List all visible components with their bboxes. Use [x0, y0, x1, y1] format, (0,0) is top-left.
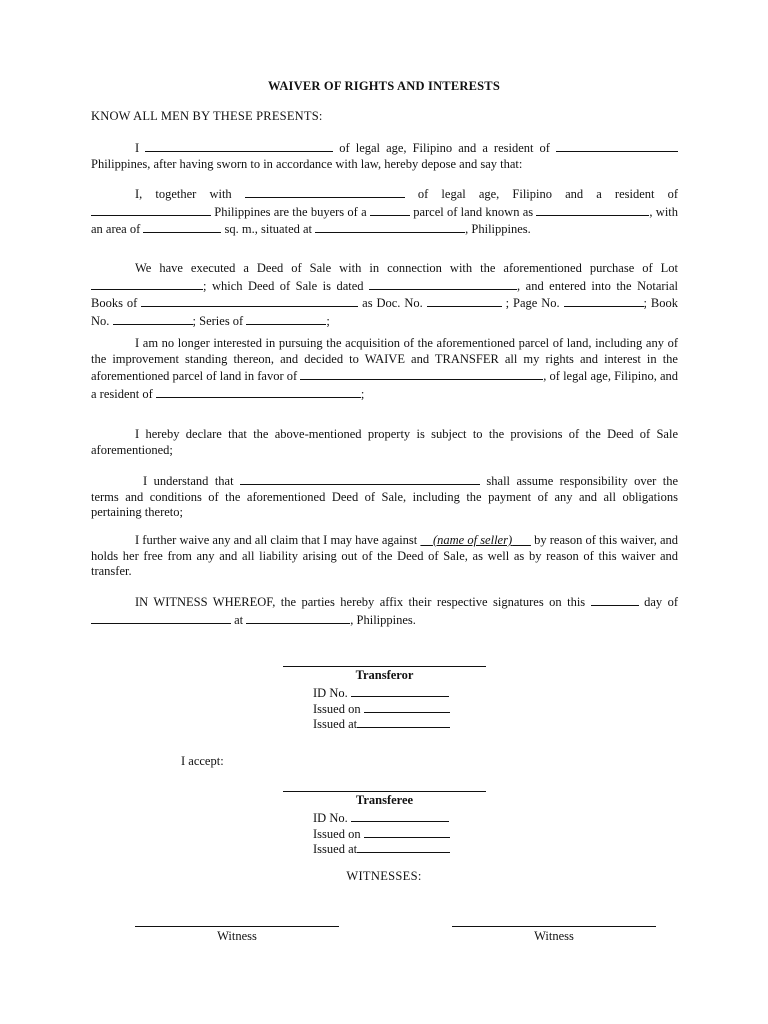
p8-text-d: , Philippines.	[350, 612, 416, 627]
witnesses-heading: WITNESSES:	[346, 869, 422, 883]
paragraph-waiver	[91, 336, 678, 402]
paragraph-buyers	[91, 185, 678, 238]
p3-text-a: We have executed a Deed of Sale with in connection with the aforementioned purchase of Lot	[135, 261, 678, 275]
paragraph-responsibility	[91, 472, 678, 521]
doc-no-blank[interactable]	[427, 294, 502, 307]
opening-line: KNOW ALL MEN BY THESE PRESENTS:	[91, 109, 323, 123]
transferor-id-blank[interactable]	[351, 684, 449, 697]
transferor-issued-on-label: Issued on	[313, 701, 361, 716]
transferee-issued-at-label: Issued at	[313, 842, 358, 856]
location-blank[interactable]	[315, 220, 465, 233]
transferor-id-label: ID No.	[313, 686, 348, 700]
p2-text-f: sq. m., situated at	[224, 222, 313, 236]
p3-text-c: , and entered into the Notarial Books of	[91, 278, 679, 310]
affiant-name-blank[interactable]	[145, 139, 333, 152]
transferee-id-blank[interactable]	[351, 809, 449, 822]
witness-left-signature-line[interactable]	[135, 926, 339, 927]
p3-text-f: ; Book No.	[91, 296, 679, 328]
transferee-name-blank[interactable]	[300, 367, 543, 380]
p3-text-e: ; Page No.	[505, 296, 560, 310]
p2-text-b: of legal age, Filipino and a resident of	[417, 187, 678, 201]
transferee-issued-at-blank[interactable]	[357, 840, 450, 853]
paragraph-affiant	[91, 139, 678, 172]
transferor-id-block	[313, 684, 450, 731]
transferee-residence-blank[interactable]	[156, 385, 361, 398]
p2-text-a: I, together with	[135, 187, 232, 201]
transferor-signature-line[interactable]	[283, 666, 486, 667]
transferor-label: Transferor	[355, 668, 414, 682]
p3-text-d: as Doc. No.	[362, 296, 423, 310]
p8-text-b: day of	[644, 595, 678, 609]
paragraph-deed-of-sale	[91, 261, 678, 329]
parcel-type-blank[interactable]	[370, 203, 410, 216]
day-blank[interactable]	[591, 593, 639, 606]
transferor-issued-on-blank[interactable]	[364, 700, 450, 713]
witness-left-label: Witness	[217, 929, 257, 943]
p4-text-b: , of legal age, Filipino, and a resident of	[91, 369, 678, 401]
parcel-name-blank[interactable]	[536, 203, 649, 216]
p4-text-c: ;	[360, 386, 365, 401]
co-buyer-residence-blank[interactable]	[91, 203, 211, 216]
transferee-id-block	[313, 809, 450, 856]
witness-right-signature-line[interactable]	[452, 926, 656, 927]
p6-text-a: I understand that	[143, 474, 234, 488]
accept-text: I accept:	[181, 754, 224, 768]
lot-number-blank[interactable]	[91, 277, 203, 290]
area-blank[interactable]	[143, 220, 221, 233]
p6-text-b: shall assume responsibility over the terms and conditions of the aforementioned Deed of Sale, including the payment of any and all obligations pertaining thereto;	[91, 474, 679, 519]
seller-name-blank[interactable]	[420, 533, 531, 547]
p8-text-a: IN WITNESS WHEREOF, the parties hereby affix their respective signatures on this	[135, 595, 586, 609]
p5-text: I hereby declare that the above-mentioned property is subject to the provisions of the Deed of Sale aforementioned;	[91, 427, 678, 457]
series-blank[interactable]	[246, 312, 326, 325]
p3-text-h: ;	[326, 313, 330, 328]
signing-place-blank[interactable]	[246, 611, 350, 624]
transferor-issued-at-blank[interactable]	[357, 715, 450, 728]
transferee-label: Transferee	[355, 793, 414, 807]
responsible-party-blank[interactable]	[240, 472, 480, 485]
p8-text-c: at	[234, 612, 244, 627]
month-year-blank[interactable]	[91, 611, 231, 624]
p2-text-c: Philippines are the buyers of a	[214, 204, 367, 219]
p7-text-b: by reason of this waiver, and holds her free from any and all liability arising out of the Deed of Sale, as well as by reason of this waiver and transfer.	[91, 533, 679, 578]
p7-text-a: I further waive any and all claim that I may have against	[135, 533, 418, 547]
transferee-issued-on-blank[interactable]	[364, 825, 450, 838]
p1-text-a: I	[135, 141, 140, 155]
co-buyer-name-blank[interactable]	[245, 185, 405, 198]
affiant-residence-blank[interactable]	[556, 139, 678, 152]
paragraph-declaration	[91, 427, 678, 458]
p4-text-a: I am no longer interested in pursuing the acquisition of the aforementioned parcel of land, including any of the improvement standing thereon, and decided to WAIVE and TRANSFER all my rights and interest in the aforementioned parcel of land in favor of	[91, 336, 678, 383]
p2-text-g: ,	[465, 222, 469, 236]
transferee-issued-on-label: Issued on	[313, 826, 361, 841]
paragraph-witness-whereof	[91, 593, 678, 628]
seller-placeholder: (name of seller)	[432, 533, 513, 547]
p3-text-g: ; Series of	[192, 313, 244, 328]
p2-text-e: , with an area of	[91, 204, 679, 236]
p2-text-h: Philippines.	[471, 222, 531, 236]
p1-text-c: Philippines, after having sworn to in accordance with law, hereby depose and say that:	[91, 156, 523, 171]
witness-right-label: Witness	[534, 929, 574, 943]
transferee-id-label: ID No.	[313, 811, 348, 825]
page-no-blank[interactable]	[564, 294, 644, 307]
transferor-issued-at-label: Issued at	[313, 717, 358, 731]
paragraph-claim-waiver	[91, 533, 678, 580]
deed-date-blank[interactable]	[369, 277, 517, 290]
book-no-blank[interactable]	[113, 312, 193, 325]
document-title: WAIVER OF RIGHTS AND INTERESTS	[268, 79, 500, 93]
notary-name-blank[interactable]	[141, 294, 358, 307]
transferee-signature-line[interactable]	[283, 791, 486, 792]
p2-text-d: parcel of land known as	[413, 204, 534, 219]
p3-text-b: ; which Deed of Sale is dated	[203, 278, 364, 293]
p1-text-b: of legal age, Filipino and a resident of	[339, 141, 550, 155]
